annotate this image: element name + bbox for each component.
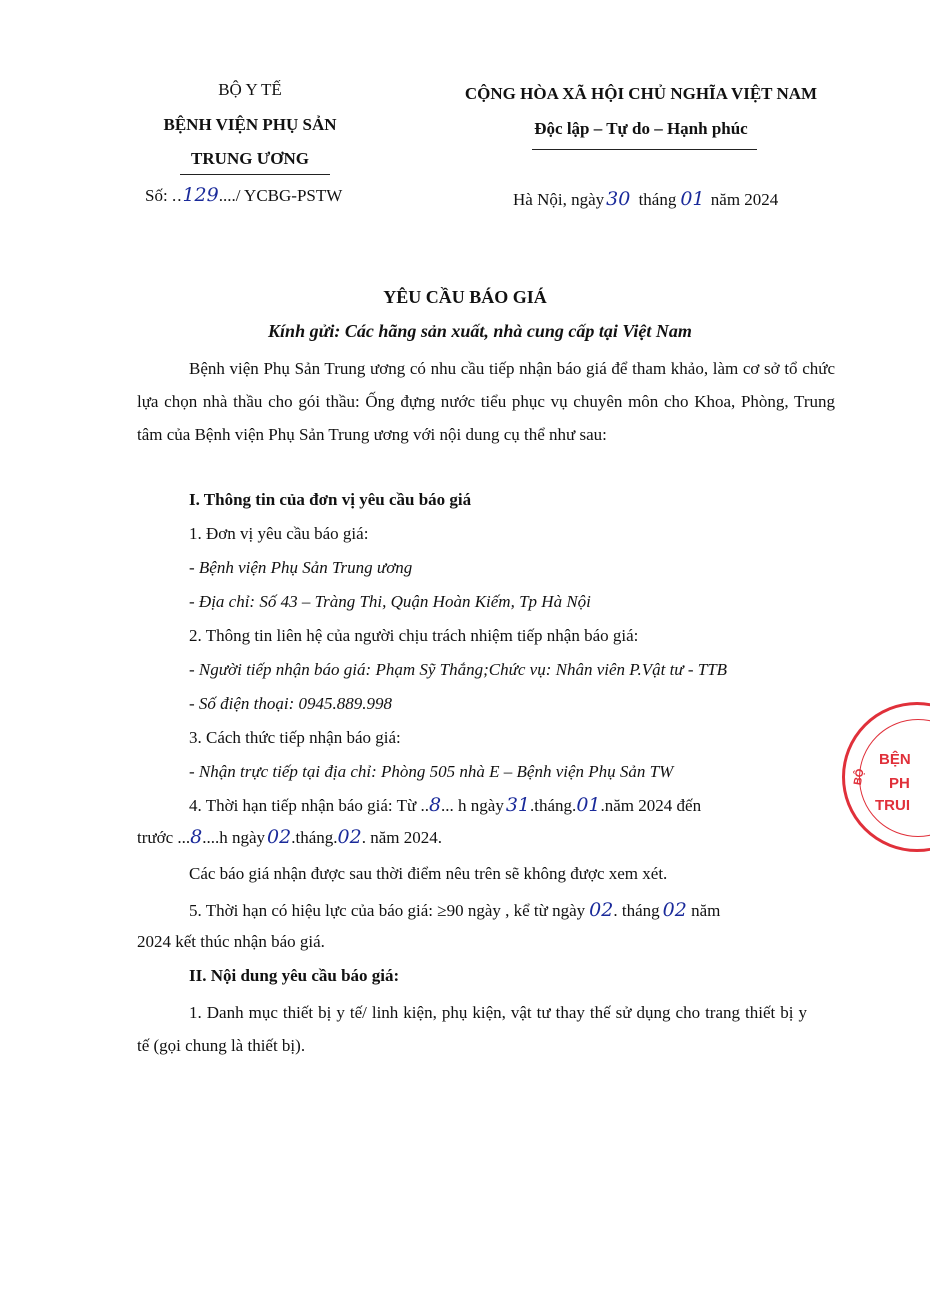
date-month: 01 bbox=[680, 188, 705, 210]
item4-text-7: .tháng. bbox=[291, 828, 338, 847]
item5-text-1: 5. Thời hạn có hiệu lực của báo giá: ≥90 ngày , kể từ ngày bbox=[189, 901, 586, 920]
date-year: năm 2024 bbox=[710, 190, 779, 209]
number-prefix: Số: bbox=[145, 186, 168, 205]
intro-block bbox=[137, 352, 835, 451]
stamp-text-line2: PH bbox=[889, 775, 910, 792]
section1-heading: I. Thông tin của đơn vị yêu cầu báo giá bbox=[189, 490, 472, 509]
hospital-name-line1: BỆNH VIỆN PHỤ SẢN bbox=[163, 115, 337, 134]
section1-item2-label: 2. Thông tin liên hệ của người chịu trách nhiệm tiếp nhận báo giá: bbox=[189, 626, 639, 645]
item4-text-3: .tháng. bbox=[530, 796, 577, 815]
date-prefix: Hà Nội, ngày bbox=[513, 190, 605, 209]
item4-hour: 8 bbox=[428, 794, 442, 816]
section1-item2-phone: - Số điện thoại: 0945.889.998 bbox=[189, 694, 393, 713]
section1-item4-line2 bbox=[137, 826, 442, 848]
section2-item1: 1. Danh mục thiết bị y tế/ linh kiện, phụ kiện, vật tư thay thế sử dụng cho trang thiết bị y tế (gọi chung là thiết bị). bbox=[137, 1003, 807, 1055]
item4-month: 01 bbox=[576, 794, 601, 816]
section1-item1-label: 1. Đơn vị yêu cầu báo giá: bbox=[189, 524, 369, 543]
item4-text-6: ....h ngày bbox=[202, 828, 266, 847]
item5-day: 02 bbox=[589, 899, 614, 921]
document-date bbox=[513, 188, 778, 210]
ministry-name: BỘ Y TẾ bbox=[218, 80, 282, 99]
official-stamp bbox=[842, 702, 930, 852]
section1-item2-person: - Người tiếp nhận báo giá: Phạm Sỹ Thắng;Chức vụ: Nhân viên P.Vật tư - TTB bbox=[189, 660, 728, 679]
section1-item1-address: - Địa chỉ: Số 43 – Tràng Thi, Quận Hoàn Kiếm, Tp Hà Nội bbox=[189, 592, 591, 611]
item4-text-4: .năm 2024 đến bbox=[600, 796, 702, 815]
item4-hour2: 8 bbox=[190, 826, 203, 848]
motto-underline bbox=[532, 149, 757, 150]
section1-item3-method: - Nhận trực tiếp tại địa chỉ: Phòng 505 nhà E – Bệnh viện Phụ Sản TW bbox=[189, 762, 674, 781]
item5-text-2: . tháng bbox=[613, 901, 660, 920]
item4-text-2: ... h ngày bbox=[441, 796, 504, 815]
section1-note: Các báo giá nhận được sau thời điểm nêu trên sẽ không được xem xét. bbox=[189, 864, 668, 883]
section2-heading: II. Nội dung yêu cầu báo giá: bbox=[189, 966, 400, 985]
date-month-label: tháng bbox=[638, 190, 677, 209]
section1-item5-line2: 2024 kết thúc nhận báo giá. bbox=[137, 932, 325, 951]
date-day: 30 bbox=[606, 188, 631, 210]
country-name: CỘNG HÒA XÃ HỘI CHỦ NGHĨA VIỆT NAM bbox=[464, 84, 818, 103]
recipient-line: Kính gửi: Các hãng sản xuất, nhà cung cấp tại Việt Nam bbox=[268, 321, 692, 341]
section1-item1-name: - Bệnh viện Phụ Sản Trung ương bbox=[189, 558, 413, 577]
item4-text-5: trước ... bbox=[137, 828, 191, 847]
stamp-text-line3: TRUI bbox=[875, 797, 910, 814]
intro-paragraph: Bệnh viện Phụ Sản Trung ương có nhu cầu tiếp nhận báo giá để tham khảo, làm cơ sở tổ chức lựa chọn nhà thầu cho gói thầu: Ống đựng nước tiểu phục vụ chuyên môn cho Khoa, Phòng, Trung tâm của Bệnh viện Phụ Sản Trung ương với nội dung cụ thể như sau: bbox=[137, 359, 835, 444]
document-title: YÊU CẦU BÁO GIÁ bbox=[383, 287, 547, 307]
item5-month: 02 bbox=[662, 899, 687, 921]
national-motto: Độc lập – Tự do – Hạnh phúc bbox=[534, 119, 748, 138]
section1-item4-line1 bbox=[189, 794, 701, 816]
document-number: Số: ..129..../ YCBG-PSTW bbox=[145, 184, 343, 206]
header-left-underline bbox=[180, 174, 330, 175]
number-handwritten: 129 bbox=[182, 184, 219, 206]
section2-item1-block bbox=[137, 996, 807, 1062]
section1-item5-line1 bbox=[189, 899, 720, 921]
section1-item3-label: 3. Cách thức tiếp nhận báo giá: bbox=[189, 728, 401, 747]
item4-day: 31 bbox=[505, 794, 531, 816]
stamp-side-text: BỘ bbox=[851, 767, 867, 787]
item4-day2: 02 bbox=[267, 826, 292, 848]
number-suffix: / YCBG-PSTW bbox=[235, 186, 343, 205]
stamp-text-line1: BỆN bbox=[879, 751, 911, 768]
hospital-name-line2: TRUNG ƯƠNG bbox=[191, 149, 309, 168]
item5-text-3: năm bbox=[686, 901, 721, 920]
item4-month2: 02 bbox=[337, 826, 362, 848]
item4-text-8: . năm 2024. bbox=[361, 828, 442, 847]
item4-text-1: 4. Thời hạn tiếp nhận báo giá: Từ .. bbox=[189, 796, 429, 815]
